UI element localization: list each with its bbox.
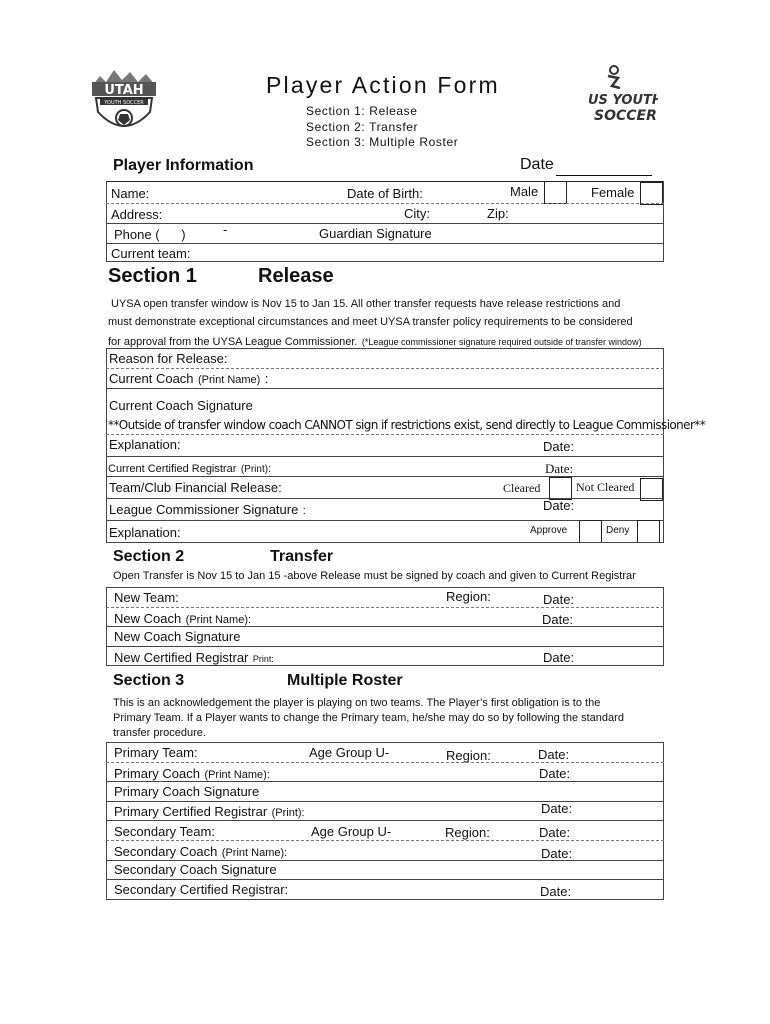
secondary-coach-date[interactable]: Date: [541,846,573,861]
commissioner-date[interactable]: Date: [543,498,575,513]
commissioner-signature-field[interactable] [109,501,306,519]
section3-para-3: transfer procedure. [113,727,206,739]
phone-label[interactable]: Phone ( ) [114,227,186,242]
primary-team-date[interactable]: Date: [538,747,570,762]
new-team-region[interactable]: Region: [446,589,491,604]
form-title: Player Action Form [266,72,500,98]
new-team-label[interactable]: New Team: [114,590,179,605]
female-checkbox[interactable] [640,182,663,205]
section1-para-3-note: (*League commissioner signature required outside of transfer window) [361,337,642,347]
primary-coach-print: (Print Name): [204,769,270,781]
zip-label[interactable]: Zip: [487,206,509,221]
new-coach-signature-label[interactable]: New Coach Signature [114,629,241,644]
explanation-label[interactable]: Explanation: [109,437,181,452]
current-registrar-field[interactable] [108,459,271,477]
date-label: Date [520,156,554,173]
secondary-registrar-date[interactable]: Date: [540,884,572,899]
primary-registrar-print: (Print): [271,807,305,819]
secondary-coach-field[interactable] [114,843,287,861]
secondary-team-label[interactable]: Secondary Team: [114,824,215,839]
deny-label: Deny [606,525,630,536]
current-coach-field[interactable] [109,370,268,388]
date-line[interactable] [556,175,652,176]
female-label: Female [591,185,635,200]
header-section-2: Section 2: Transfer [306,120,419,134]
logo-left-top: UTAH [104,83,144,98]
not-cleared-label: Not Cleared [576,480,635,494]
logo-left-bottom: YOUTH SOCCER [104,100,144,106]
section2-note: Open Transfer is Nov 15 to Jan 15 -above Release must be signed by coach and given to Current Registrar [113,570,636,582]
section1-heading: Section 1 [108,265,197,287]
new-coach-print: (Print Name): [185,614,252,626]
primary-registrar-date[interactable]: Date: [541,801,573,816]
primary-registrar-field[interactable] [114,803,305,821]
new-coach-date[interactable]: Date: [542,612,574,627]
name-label[interactable]: Name: [111,186,150,201]
section3-para-2: Primary Team. If a Player wants to change the Primary team, he/she may do so by following the standard [113,712,624,724]
primary-team-label[interactable]: Primary Team: [114,745,198,760]
reason-for-release-label[interactable]: Reason for Release: [109,351,228,366]
primary-coach-label: Primary Coach [114,766,200,781]
header-section-1: Section 1: Release [306,104,418,118]
phone-dash: - [223,222,228,237]
male-checkbox[interactable] [544,181,567,204]
secondary-coach-print: (Print Name): [221,847,288,859]
deny-checkbox[interactable] [637,520,660,543]
secondary-region[interactable]: Region: [445,825,490,840]
secondary-registrar-label[interactable]: Secondary Certified Registrar: [114,882,289,897]
new-registrar-date[interactable]: Date: [543,650,575,665]
secondary-team-date[interactable]: Date: [539,825,571,840]
player-info-heading: Player Information [113,157,254,174]
secondary-coach-label: Secondary Coach [114,844,218,859]
approve-label: Approve [530,525,568,536]
current-coach-label: Current Coach [109,371,194,386]
section2-heading: Section 2 [113,548,185,565]
current-coach-print: (Print Name) [198,374,261,386]
financial-release-label[interactable]: Team/Club Financial Release: [109,480,282,495]
section1-para-2: must demonstrate exceptional circumstances and meet UYSA transfer policy requirements to be considered [108,316,633,328]
primary-registrar-label: Primary Certified Registrar [114,804,268,819]
current-registrar-colon: : [268,463,272,475]
section1-para-1: UYSA open transfer window is Nov 15 to Jan 15. All other transfer requests have release restrictions and [111,298,621,310]
guardian-signature-label[interactable]: Guardian Signature [319,226,432,241]
outside-window-note: **Outside of transfer window coach CANNOT sign if restrictions exist, send directly to League Commissioner** [108,418,706,432]
new-coach-label: New Coach [114,611,182,626]
current-team-label[interactable]: Current team: [111,246,191,261]
commissioner-signature-colon: : [302,505,306,517]
section1-para-3-text: for approval from the UYSA League Commissioner. [108,336,358,348]
primary-coach-date[interactable]: Date: [539,766,571,781]
secondary-age-group[interactable]: Age Group U- [311,824,392,839]
primary-region[interactable]: Region: [446,748,491,763]
new-registrar-label: New Certified Registrar [114,650,249,665]
cleared-checkbox[interactable] [549,477,572,500]
section2-title: Transfer [270,548,334,565]
new-team-date[interactable]: Date: [543,592,575,607]
registrar-date[interactable]: Date: [545,461,574,476]
logo-right-bottom: SOCCER [594,108,657,124]
logo-right-top: US YOUTH [588,93,658,108]
current-coach-colon: : [264,371,269,386]
primary-coach-signature-label[interactable]: Primary Coach Signature [114,784,260,799]
current-coach-signature-label[interactable]: Current Coach Signature [109,398,253,413]
primary-age-group[interactable]: Age Group U- [309,745,390,760]
explanation2-label[interactable]: Explanation: [109,525,181,540]
city-label[interactable]: City: [404,206,430,221]
new-registrar-print: Print: [252,654,274,664]
us-youth-soccer-logo-icon [584,64,658,126]
approve-checkbox[interactable] [579,520,602,543]
secondary-coach-signature-label[interactable]: Secondary Coach Signature [114,862,277,877]
current-registrar-print: (Print) [240,464,269,475]
explanation-date[interactable]: Date: [543,439,575,454]
utah-youth-soccer-logo-icon [86,64,162,138]
cleared-label: Cleared [503,481,541,495]
section3-para-1: This is an acknowledgement the player is playing on two teams. The Player’s first obligation is to the [113,697,601,709]
male-label: Male [510,184,539,199]
address-label[interactable]: Address: [111,207,163,222]
current-registrar-label: Current Certified Registrar [108,463,237,475]
header-section-3: Section 3: Multiple Roster [306,135,459,149]
section3-title: Multiple Roster [287,672,403,689]
section1-title: Release [258,265,334,287]
section3-heading: Section 3 [113,672,185,689]
commissioner-signature-label: League Commissioner Signature [109,502,299,517]
dob-label[interactable]: Date of Birth: [347,186,423,201]
